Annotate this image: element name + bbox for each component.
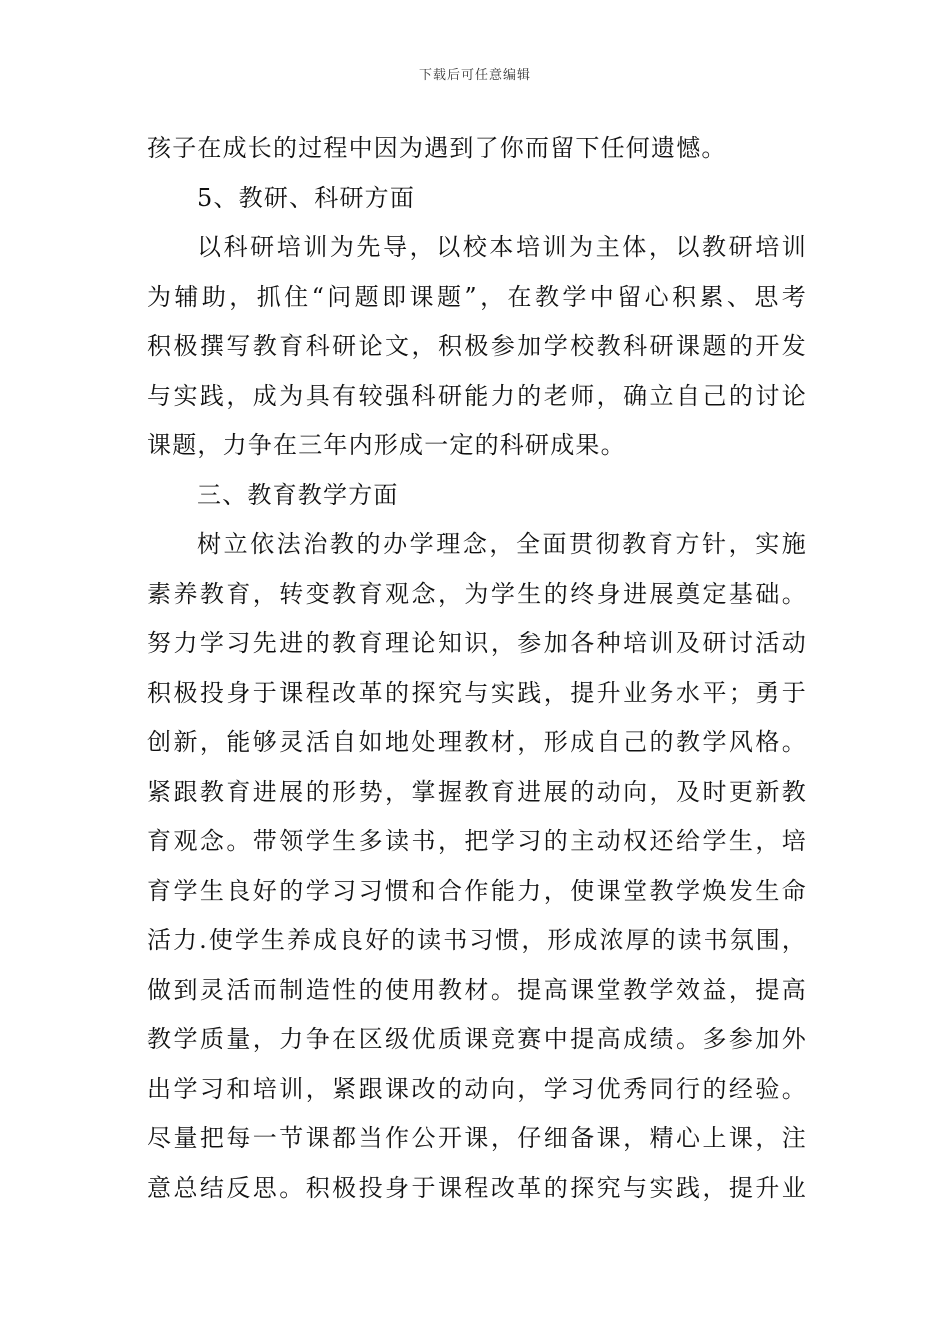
text-line: 做到灵活而制造性的使用教材。提高课堂教学效益，提高 <box>147 975 807 1004</box>
document-body <box>147 124 807 1213</box>
text-line: 意总结反思。积极投身于课程改革的探究与实践，提升业 <box>147 1173 807 1202</box>
text-line: 课题，力争在三年内形成一定的科研成果。 <box>147 431 626 459</box>
text-line: 育观念。带领学生多读书，把学习的主动权还给学生，培 <box>147 827 807 855</box>
text-line: 素养教育，转变教育观念，为学生的终身进展奠定基础。 <box>147 579 807 608</box>
text-line: 孩子在成长的过程中因为遇到了你而留下任何遗憾。 <box>147 134 727 162</box>
text-line: 为辅助，抓住“问题即课题”，在教学中留心积累、思考 <box>147 282 807 311</box>
text-line: 创新，能够灵活自如地处理教材，形成自己的教学风格。 <box>147 728 807 756</box>
text-line: 尽量把每一节课都当作公开课，仔细备课，精心上课，注 <box>147 1124 807 1152</box>
text-line: 紧跟教育进展的形势，掌握教育进展的动向，及时更新教 <box>147 777 807 806</box>
text-line: 积极撰写教育科研论文，积极参加学校教科研课题的开发 <box>147 332 807 360</box>
text-line: 5、教研、科研方面 <box>197 183 416 212</box>
text-line: 与实践，成为具有较强科研能力的老师，确立自己的讨论 <box>147 381 807 410</box>
text-line: 努力学习先进的教育理论知识，参加各种培训及研讨活动 <box>147 629 807 657</box>
text-line: 育学生良好的学习习惯和合作能力，使课堂教学焕发生命 <box>147 876 807 905</box>
text-line: 三、教育教学方面 <box>197 480 399 509</box>
page-header: 下载后可任意编辑 <box>418 68 531 83</box>
text-line: 积极投身于课程改革的探究与实践，提升业务水平；勇于 <box>147 678 807 707</box>
text-line: 树立依法治教的办学理念，全面贯彻教育方针，实施 <box>197 530 807 558</box>
text-line: 教学质量，力争在区级优质课竞赛中提高成绩。多参加外 <box>147 1025 807 1053</box>
text-line: 活力.使学生养成良好的读书习惯，形成浓厚的读书氛围， <box>147 926 807 954</box>
text-line: 出学习和培训，紧跟课改的动向，学习优秀同行的经验。 <box>147 1074 807 1103</box>
text-line: 以科研培训为先导，以校本培训为主体，以教研培训 <box>197 233 807 261</box>
